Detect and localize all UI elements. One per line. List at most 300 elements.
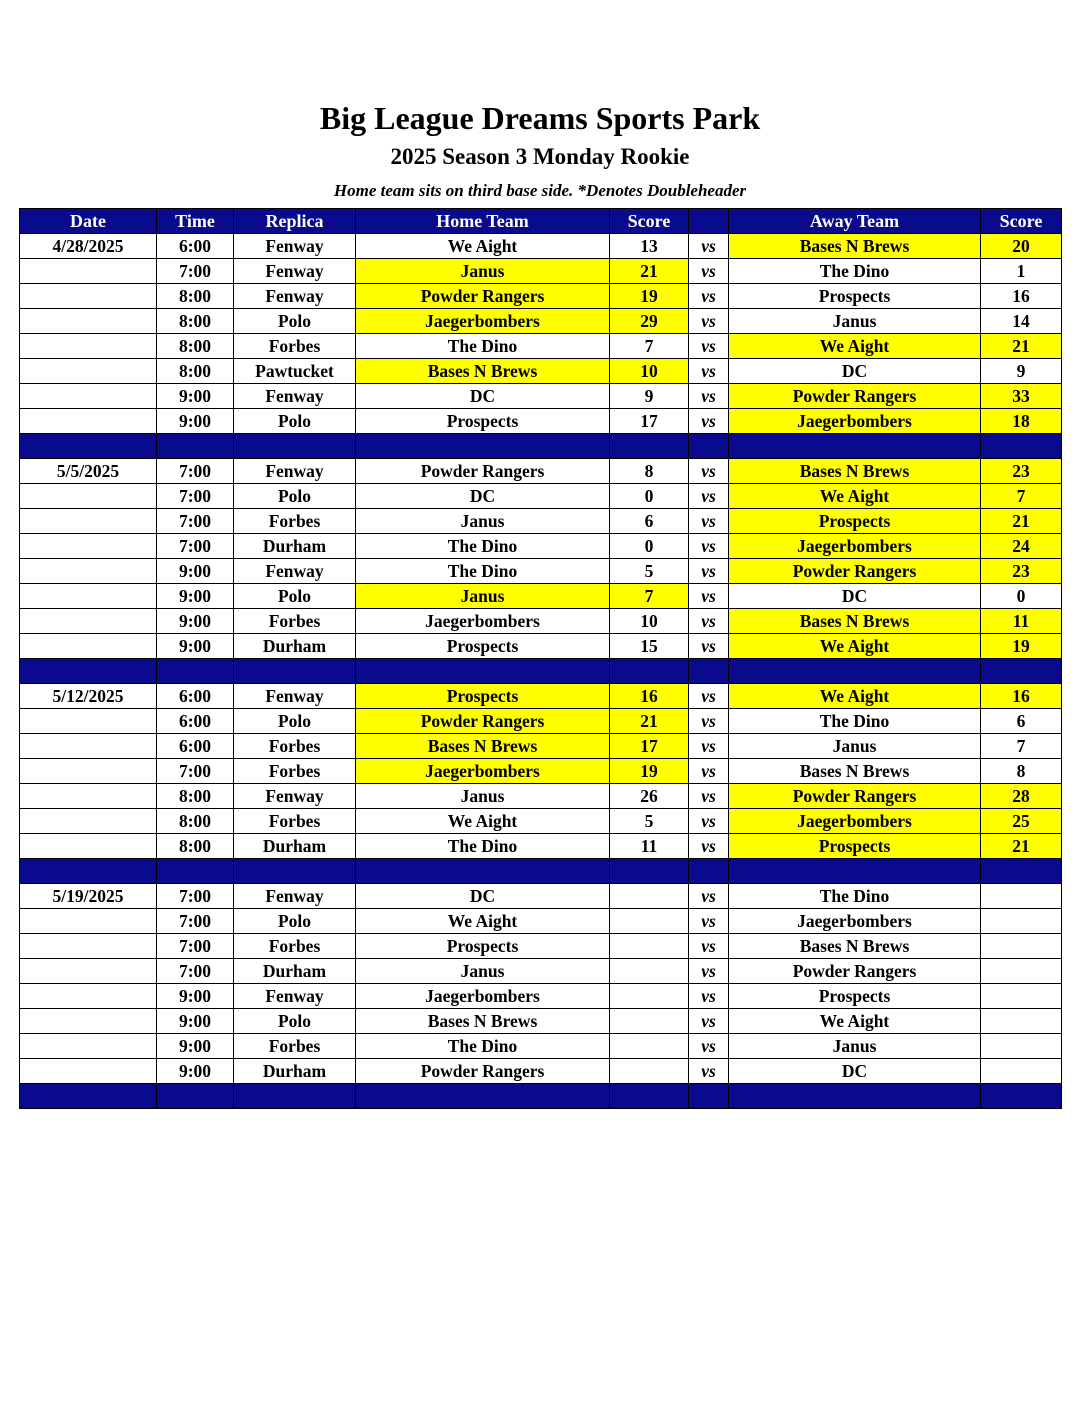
home-score-cell: 0 [610, 534, 689, 559]
vs-cell: vs [689, 559, 729, 584]
table-row [20, 359, 1062, 384]
vs-cell: vs [689, 1059, 729, 1084]
away-team-cell: We Aight [729, 634, 981, 659]
time-cell: 7:00 [157, 534, 234, 559]
vs-cell: vs [689, 359, 729, 384]
table-row [20, 384, 1062, 409]
time-cell: 6:00 [157, 234, 234, 259]
home-score-cell: 7 [610, 584, 689, 609]
home-team-cell: Jaegerbombers [356, 984, 610, 1009]
date-cell [20, 784, 157, 809]
table-row [20, 959, 1062, 984]
home-score-cell: 11 [610, 834, 689, 859]
replica-cell: Polo [234, 484, 356, 509]
vs-cell: vs [689, 634, 729, 659]
home-team-cell: Powder Rangers [356, 284, 610, 309]
away-score-cell [981, 909, 1062, 934]
separator-cell [356, 859, 610, 884]
vs-cell: vs [689, 334, 729, 359]
table-row [20, 309, 1062, 334]
time-cell: 7:00 [157, 459, 234, 484]
away-score-cell: 6 [981, 709, 1062, 734]
replica-cell: Fenway [234, 984, 356, 1009]
away-team-cell: We Aight [729, 484, 981, 509]
away-team-cell: Jaegerbombers [729, 809, 981, 834]
away-score-cell: 20 [981, 234, 1062, 259]
col-header-vs [689, 209, 729, 234]
home-score-cell: 5 [610, 809, 689, 834]
home-team-cell: Prospects [356, 684, 610, 709]
home-team-cell: Jaegerbombers [356, 759, 610, 784]
replica-cell: Durham [234, 834, 356, 859]
separator-cell [981, 434, 1062, 459]
away-team-cell: Prospects [729, 284, 981, 309]
vs-cell: vs [689, 934, 729, 959]
home-team-cell: Bases N Brews [356, 1009, 610, 1034]
vs-cell: vs [689, 909, 729, 934]
home-team-cell: We Aight [356, 809, 610, 834]
time-cell: 8:00 [157, 309, 234, 334]
date-cell [20, 484, 157, 509]
home-score-cell [610, 1059, 689, 1084]
replica-cell: Forbes [234, 809, 356, 834]
time-cell: 9:00 [157, 559, 234, 584]
date-cell [20, 909, 157, 934]
away-team-cell: We Aight [729, 1009, 981, 1034]
table-row [20, 1009, 1062, 1034]
time-cell: 9:00 [157, 984, 234, 1009]
away-team-cell: Powder Rangers [729, 384, 981, 409]
replica-cell: Durham [234, 959, 356, 984]
away-score-cell: 7 [981, 734, 1062, 759]
separator-cell [234, 434, 356, 459]
separator-cell [981, 659, 1062, 684]
away-team-cell: Jaegerbombers [729, 409, 981, 434]
time-cell: 7:00 [157, 909, 234, 934]
away-score-cell: 7 [981, 484, 1062, 509]
home-team-cell: Jaegerbombers [356, 309, 610, 334]
col-header-time: Time [157, 209, 234, 234]
table-row [20, 1059, 1062, 1084]
separator-cell [20, 434, 157, 459]
time-cell: 9:00 [157, 384, 234, 409]
time-cell: 7:00 [157, 959, 234, 984]
home-score-cell: 6 [610, 509, 689, 534]
home-score-cell [610, 909, 689, 934]
replica-cell: Fenway [234, 784, 356, 809]
home-team-cell: Prospects [356, 634, 610, 659]
home-score-cell: 8 [610, 459, 689, 484]
table-row [20, 1034, 1062, 1059]
home-score-cell: 19 [610, 284, 689, 309]
home-team-cell: Janus [356, 509, 610, 534]
time-cell: 7:00 [157, 484, 234, 509]
vs-cell: vs [689, 734, 729, 759]
away-score-cell [981, 1034, 1062, 1059]
away-score-cell: 16 [981, 284, 1062, 309]
home-team-cell: Jaegerbombers [356, 609, 610, 634]
away-score-cell: 21 [981, 334, 1062, 359]
home-score-cell [610, 884, 689, 909]
time-cell: 9:00 [157, 409, 234, 434]
table-row [20, 809, 1062, 834]
away-team-cell: Powder Rangers [729, 559, 981, 584]
home-team-cell: The Dino [356, 559, 610, 584]
week-separator-row [20, 1084, 1062, 1109]
away-team-cell: The Dino [729, 259, 981, 284]
time-cell: 7:00 [157, 509, 234, 534]
home-team-cell: Janus [356, 959, 610, 984]
replica-cell: Forbes [234, 759, 356, 784]
vs-cell: vs [689, 309, 729, 334]
replica-cell: Fenway [234, 259, 356, 284]
table-row [20, 484, 1062, 509]
away-team-cell: The Dino [729, 884, 981, 909]
time-cell: 8:00 [157, 834, 234, 859]
home-score-cell: 10 [610, 609, 689, 634]
away-team-cell: Bases N Brews [729, 609, 981, 634]
date-cell [20, 559, 157, 584]
home-score-cell: 21 [610, 709, 689, 734]
time-cell: 7:00 [157, 759, 234, 784]
home-team-cell: We Aight [356, 234, 610, 259]
date-cell: 5/19/2025 [20, 884, 157, 909]
table-row [20, 409, 1062, 434]
away-team-cell: Bases N Brews [729, 759, 981, 784]
separator-cell [356, 434, 610, 459]
home-score-cell: 0 [610, 484, 689, 509]
table-row [20, 259, 1062, 284]
home-score-cell: 5 [610, 559, 689, 584]
table-row [20, 459, 1062, 484]
date-cell [20, 1059, 157, 1084]
time-cell: 9:00 [157, 1009, 234, 1034]
away-score-cell [981, 984, 1062, 1009]
time-cell: 7:00 [157, 884, 234, 909]
replica-cell: Fenway [234, 459, 356, 484]
header-row [20, 209, 1062, 234]
date-cell [20, 609, 157, 634]
home-score-cell: 15 [610, 634, 689, 659]
separator-cell [157, 859, 234, 884]
col-header-date: Date [20, 209, 157, 234]
vs-cell: vs [689, 234, 729, 259]
vs-cell: vs [689, 384, 729, 409]
home-team-cell: Powder Rangers [356, 709, 610, 734]
home-team-cell: Powder Rangers [356, 459, 610, 484]
table-row [20, 734, 1062, 759]
replica-cell: Polo [234, 309, 356, 334]
away-team-cell: Bases N Brews [729, 934, 981, 959]
home-team-cell: The Dino [356, 534, 610, 559]
date-cell [20, 709, 157, 734]
home-team-cell: Powder Rangers [356, 1059, 610, 1084]
separator-cell [356, 659, 610, 684]
col-header-away-team: Away Team [729, 209, 981, 234]
away-score-cell: 23 [981, 559, 1062, 584]
replica-cell: Fenway [234, 684, 356, 709]
away-score-cell: 33 [981, 384, 1062, 409]
separator-cell [689, 859, 729, 884]
vs-cell: vs [689, 534, 729, 559]
home-score-cell [610, 984, 689, 1009]
date-cell [20, 259, 157, 284]
table-row [20, 634, 1062, 659]
table-row [20, 334, 1062, 359]
away-team-cell: Bases N Brews [729, 459, 981, 484]
home-score-cell: 17 [610, 734, 689, 759]
away-team-cell: DC [729, 584, 981, 609]
date-cell [20, 384, 157, 409]
table-row [20, 784, 1062, 809]
date-cell: 4/28/2025 [20, 234, 157, 259]
separator-cell [356, 1084, 610, 1109]
date-cell [20, 509, 157, 534]
date-cell [20, 309, 157, 334]
week-separator-row [20, 434, 1062, 459]
date-cell [20, 834, 157, 859]
home-team-cell: DC [356, 884, 610, 909]
table-row [20, 984, 1062, 1009]
home-team-cell: DC [356, 484, 610, 509]
date-cell [20, 409, 157, 434]
replica-cell: Durham [234, 634, 356, 659]
away-score-cell [981, 1009, 1062, 1034]
home-team-cell: Prospects [356, 934, 610, 959]
separator-cell [157, 1084, 234, 1109]
vs-cell: vs [689, 684, 729, 709]
time-cell: 6:00 [157, 684, 234, 709]
away-score-cell: 11 [981, 609, 1062, 634]
home-score-cell: 16 [610, 684, 689, 709]
home-score-cell: 13 [610, 234, 689, 259]
table-row [20, 709, 1062, 734]
separator-cell [234, 659, 356, 684]
time-cell: 7:00 [157, 259, 234, 284]
time-cell: 8:00 [157, 334, 234, 359]
separator-cell [689, 1084, 729, 1109]
table-row [20, 284, 1062, 309]
table-row [20, 509, 1062, 534]
away-team-cell: Prospects [729, 509, 981, 534]
home-score-cell: 29 [610, 309, 689, 334]
table-row [20, 584, 1062, 609]
separator-cell [610, 859, 689, 884]
date-cell [20, 584, 157, 609]
replica-cell: Forbes [234, 509, 356, 534]
separator-cell [729, 434, 981, 459]
replica-cell: Polo [234, 1009, 356, 1034]
date-cell [20, 1009, 157, 1034]
away-team-cell: Jaegerbombers [729, 534, 981, 559]
time-cell: 9:00 [157, 1059, 234, 1084]
home-score-cell: 19 [610, 759, 689, 784]
home-score-cell [610, 1009, 689, 1034]
away-score-cell: 1 [981, 259, 1062, 284]
separator-cell [234, 1084, 356, 1109]
vs-cell: vs [689, 284, 729, 309]
week-separator-row [20, 659, 1062, 684]
table-row [20, 834, 1062, 859]
away-score-cell: 19 [981, 634, 1062, 659]
table-row [20, 609, 1062, 634]
separator-cell [729, 659, 981, 684]
home-team-cell: Bases N Brews [356, 734, 610, 759]
away-score-cell: 16 [981, 684, 1062, 709]
replica-cell: Polo [234, 909, 356, 934]
replica-cell: Pawtucket [234, 359, 356, 384]
home-team-cell: The Dino [356, 334, 610, 359]
separator-cell [234, 859, 356, 884]
home-score-cell: 26 [610, 784, 689, 809]
vs-cell: vs [689, 759, 729, 784]
date-cell [20, 759, 157, 784]
separator-cell [610, 659, 689, 684]
away-score-cell: 21 [981, 509, 1062, 534]
time-cell: 8:00 [157, 359, 234, 384]
time-cell: 8:00 [157, 784, 234, 809]
table-row [20, 759, 1062, 784]
replica-cell: Fenway [234, 284, 356, 309]
away-team-cell: Bases N Brews [729, 234, 981, 259]
date-cell: 5/12/2025 [20, 684, 157, 709]
away-team-cell: Powder Rangers [729, 784, 981, 809]
time-cell: 6:00 [157, 734, 234, 759]
date-cell [20, 359, 157, 384]
vs-cell: vs [689, 259, 729, 284]
away-team-cell: Powder Rangers [729, 959, 981, 984]
separator-cell [981, 1084, 1062, 1109]
date-cell [20, 334, 157, 359]
separator-cell [20, 859, 157, 884]
away-team-cell: We Aight [729, 684, 981, 709]
away-team-cell: Prospects [729, 834, 981, 859]
away-score-cell [981, 1059, 1062, 1084]
replica-cell: Forbes [234, 1034, 356, 1059]
col-header-replica: Replica [234, 209, 356, 234]
away-score-cell: 9 [981, 359, 1062, 384]
away-team-cell: We Aight [729, 334, 981, 359]
away-score-cell: 18 [981, 409, 1062, 434]
date-cell [20, 284, 157, 309]
away-score-cell [981, 934, 1062, 959]
replica-cell: Polo [234, 409, 356, 434]
table-row [20, 884, 1062, 909]
replica-cell: Forbes [234, 609, 356, 634]
home-team-cell: Janus [356, 584, 610, 609]
vs-cell: vs [689, 809, 729, 834]
away-team-cell: The Dino [729, 709, 981, 734]
replica-cell: Forbes [234, 934, 356, 959]
home-score-cell: 7 [610, 334, 689, 359]
vs-cell: vs [689, 834, 729, 859]
vs-cell: vs [689, 709, 729, 734]
away-score-cell: 21 [981, 834, 1062, 859]
away-score-cell: 0 [981, 584, 1062, 609]
replica-cell: Polo [234, 584, 356, 609]
time-cell: 9:00 [157, 1034, 234, 1059]
vs-cell: vs [689, 584, 729, 609]
replica-cell: Durham [234, 1059, 356, 1084]
time-cell: 9:00 [157, 609, 234, 634]
page-title: Big League Dreams Sports Park [319, 100, 761, 136]
time-cell: 7:00 [157, 934, 234, 959]
home-team-cell: We Aight [356, 909, 610, 934]
vs-cell: vs [689, 409, 729, 434]
time-cell: 8:00 [157, 809, 234, 834]
home-score-cell: 17 [610, 409, 689, 434]
table-row [20, 934, 1062, 959]
separator-cell [610, 434, 689, 459]
vs-cell: vs [689, 484, 729, 509]
vs-cell: vs [689, 959, 729, 984]
home-team-cell: Janus [356, 784, 610, 809]
date-cell [20, 734, 157, 759]
vs-cell: vs [689, 1009, 729, 1034]
col-header-home-score: Score [610, 209, 689, 234]
away-score-cell: 14 [981, 309, 1062, 334]
col-header-away-score: Score [981, 209, 1062, 234]
table-row [20, 684, 1062, 709]
away-team-cell: DC [729, 1059, 981, 1084]
away-team-cell: Janus [729, 309, 981, 334]
replica-cell: Fenway [234, 234, 356, 259]
time-cell: 8:00 [157, 284, 234, 309]
replica-cell: Fenway [234, 884, 356, 909]
replica-cell: Fenway [234, 559, 356, 584]
vs-cell: vs [689, 509, 729, 534]
date-cell [20, 534, 157, 559]
vs-cell: vs [689, 459, 729, 484]
time-cell: 9:00 [157, 584, 234, 609]
away-team-cell: DC [729, 359, 981, 384]
away-team-cell: Prospects [729, 984, 981, 1009]
vs-cell: vs [689, 1034, 729, 1059]
time-cell: 9:00 [157, 634, 234, 659]
home-score-cell [610, 1034, 689, 1059]
away-score-cell: 28 [981, 784, 1062, 809]
away-score-cell: 24 [981, 534, 1062, 559]
separator-cell [729, 1084, 981, 1109]
away-score-cell [981, 884, 1062, 909]
table-row [20, 534, 1062, 559]
date-cell [20, 634, 157, 659]
home-team-cell: Janus [356, 259, 610, 284]
page-note: Home team sits on third base side. *Denotes Doubleheader [333, 181, 747, 200]
home-team-cell: The Dino [356, 1034, 610, 1059]
away-team-cell: Janus [729, 1034, 981, 1059]
home-team-cell: Bases N Brews [356, 359, 610, 384]
home-score-cell: 10 [610, 359, 689, 384]
date-cell [20, 1034, 157, 1059]
separator-cell [689, 434, 729, 459]
away-score-cell: 8 [981, 759, 1062, 784]
separator-cell [20, 659, 157, 684]
home-team-cell: The Dino [356, 834, 610, 859]
away-team-cell: Janus [729, 734, 981, 759]
table-row [20, 559, 1062, 584]
separator-cell [610, 1084, 689, 1109]
table-row [20, 234, 1062, 259]
replica-cell: Forbes [234, 334, 356, 359]
replica-cell: Forbes [234, 734, 356, 759]
date-cell [20, 984, 157, 1009]
schedule-table [19, 208, 1062, 1109]
week-separator-row [20, 859, 1062, 884]
page-subtitle: 2025 Season 3 Monday Rookie [390, 144, 690, 169]
date-cell [20, 809, 157, 834]
vs-cell: vs [689, 784, 729, 809]
